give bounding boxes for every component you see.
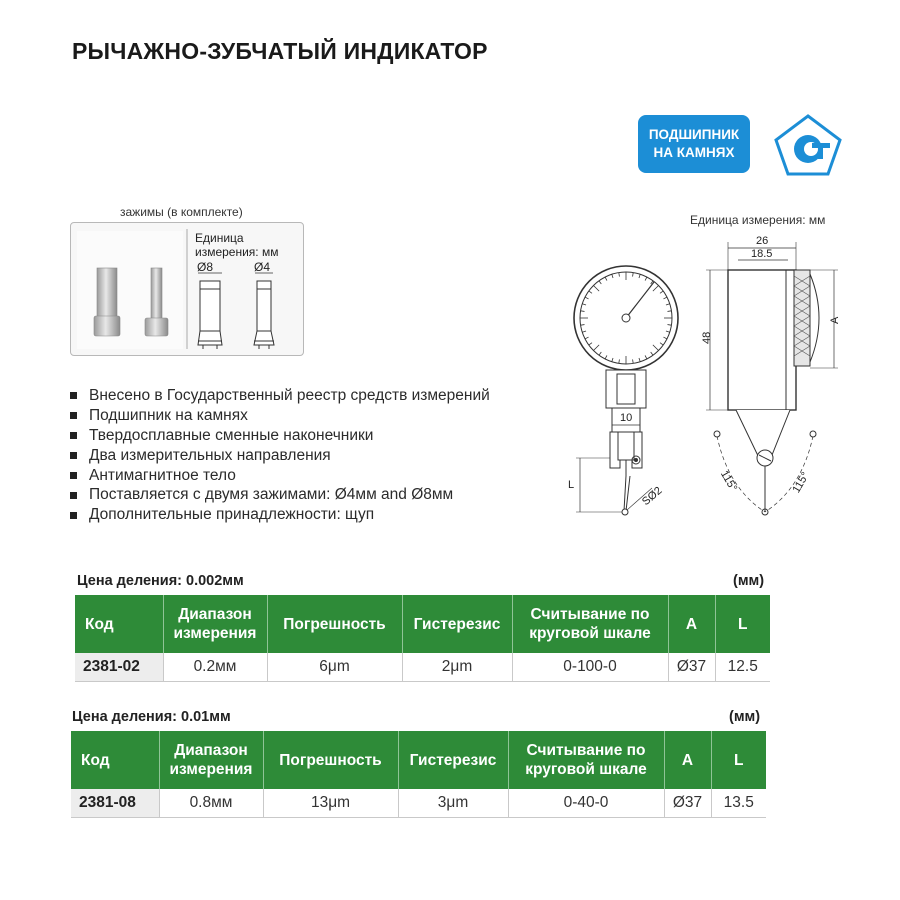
col-header-hysteresis: Гистерезис [402,595,512,653]
table-1-heading: Цена деления: 0.002мм [77,573,244,589]
clamps-units [195,231,278,259]
table-row [71,789,766,817]
feature-item [70,406,490,426]
col-header-range: Диапазон измерения [159,731,263,789]
cell-hysteresis: 2μm [402,653,512,681]
feature-text: Поставляется с двумя зажимами: Ø4мм and Ø8мм [89,486,454,504]
clamps-units-line-1: Единица [195,231,244,245]
table-1-unit: (мм) [733,573,765,589]
jewel-bearing-badge [638,115,750,173]
feature-item [70,446,490,466]
cell-range: 0.2мм [163,653,267,681]
bullet-icon [70,492,77,499]
cell-code: 2381-08 [71,789,159,817]
drawing-units: Единица измерения: мм [690,213,826,227]
dim-s02-label: SØ2 [639,484,665,509]
bullet-icon [70,432,77,439]
col-header-code: Код [71,731,159,789]
cell-hysteresis: 3μm [398,789,508,817]
clamps-units-line-2: измерения: мм [195,245,279,259]
page-title: РЫЧАЖНО-ЗУБЧАТЫЙ ИНДИКАТОР [72,38,488,64]
feature-text: Внесено в Государственный реестр средств измерений [89,387,490,404]
cell-reading: 0-100-0 [512,653,668,681]
cell-a: Ø37 [664,789,711,817]
col-header-code: Код [75,595,163,653]
spec-table-1 [75,595,770,682]
col-header-l: L [715,595,770,653]
cell-l: 13.5 [711,789,766,817]
table-header-row [71,731,766,789]
col-header-a: A [664,731,711,789]
clamp-diameter-8: Ø8 [197,260,214,274]
table-2-unit: (мм) [729,709,761,725]
dim-26-label: 26 [756,235,769,247]
feature-text: Два измерительных направления [89,446,331,464]
cell-range: 0.8мм [159,789,263,817]
feature-item [70,386,490,406]
feature-text: Подшипник на камнях [89,406,248,424]
bullet-icon [70,472,77,479]
feature-text: Антимагнитное тело [89,466,236,484]
feature-list [70,386,490,525]
cell-a: Ø37 [668,653,715,681]
col-header-accuracy: Погрешность [267,595,402,653]
col-header-accuracy: Погрешность [263,731,398,789]
gost-certification-icon [772,113,844,177]
dim-a-label: A [829,316,841,324]
cell-accuracy: 13μm [263,789,398,817]
feature-item [70,505,490,525]
feature-text: Дополнительные принадлежности: щуп [89,506,375,524]
table-2-heading: Цена деления: 0.01мм [72,709,231,725]
spec-table-2 [71,731,766,818]
clamp-diameter-4: Ø4 [254,260,271,274]
badge-line-1: ПОДШИПНИК [648,127,740,142]
col-header-hysteresis: Гистерезис [398,731,508,789]
col-header-reading: Считывание по круговой шкале [512,595,668,653]
feature-item [70,466,490,486]
bullet-icon [70,392,77,399]
feature-item [70,485,490,505]
clamps-caption: зажимы (в комплекте) [120,205,243,219]
bullet-icon [70,512,77,519]
cell-accuracy: 6μm [267,653,402,681]
dim-18-5-label: 18.5 [751,248,773,260]
badge-line-2: НА КАМНЯХ [653,145,735,160]
bullet-icon [70,452,77,459]
table-header-row [75,595,770,653]
dim-10-label: 10 [620,412,633,424]
dim-48-label: 48 [701,331,713,344]
cell-code: 2381-02 [75,653,163,681]
feature-item [70,426,490,446]
table-row [75,653,770,681]
col-header-reading: Считывание по круговой шкале [508,731,664,789]
cell-reading: 0-40-0 [508,789,664,817]
angle-right-label: 115° [790,470,812,496]
cell-l: 12.5 [715,653,770,681]
clamps-panel [70,222,304,356]
angle-left-label: 115° [717,468,740,494]
dim-l-label: L [568,479,575,491]
feature-text: Твердосплавные сменные наконечники [89,426,374,444]
col-header-range: Диапазон измерения [163,595,267,653]
indicator-technical-drawing [560,220,860,530]
col-header-l: L [711,731,766,789]
col-header-a: A [668,595,715,653]
bullet-icon [70,412,77,419]
